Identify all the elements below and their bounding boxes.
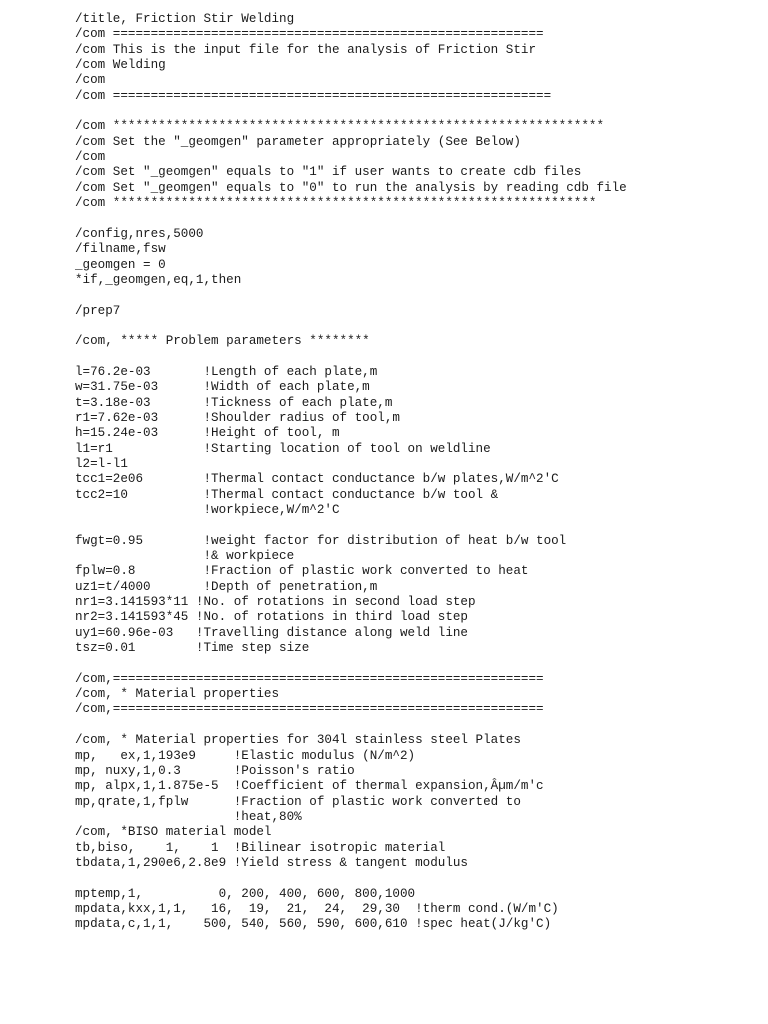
code-line (75, 319, 755, 334)
code-line (75, 104, 755, 119)
code-line: l1=r1 !Starting location of tool on weldline (75, 441, 491, 456)
code-line (75, 871, 755, 886)
code-line (75, 518, 755, 533)
code-line (75, 656, 755, 671)
code-line: tcc1=2e06 !Thermal contact conductance b/w plates,W/m^2'C (75, 472, 559, 487)
code-line: /com Set "_geomgen" equals to "0" to run the analysis by reading cdb file (75, 180, 627, 195)
code-line: mp, ex,1,193e9 !Elastic modulus (N/m^2) (75, 748, 416, 763)
code-line: !heat,80% (75, 809, 302, 824)
code-line: /com **************************************************************** (75, 196, 597, 211)
code-line: /prep7 (75, 303, 121, 318)
code-line: _geomgen = 0 (75, 257, 166, 272)
code-line: /com (75, 150, 106, 165)
code-line: /com, * Material properties for 304l stainless steel Plates (75, 733, 521, 748)
code-line: tb,biso, 1, 1 !Bilinear isotropic material (75, 840, 446, 855)
code-line: mpdata,c,1,1, 500, 540, 560, 590, 600,610 !spec heat(J/kg'C) (75, 917, 552, 932)
code-line: uy1=60.96e-03 !Travelling distance along weld line (75, 625, 468, 640)
code-line: nr1=3.141593*11 !No. of rotations in second load step (75, 595, 476, 610)
code-line: /com, * Material properties (75, 687, 280, 702)
code-line: tsz=0.01 !Time step size (75, 641, 310, 656)
code-line: t=3.18e-03 !Tickness of each plate,m (75, 395, 393, 410)
code-line: !workpiece,W/m^2'C (75, 503, 340, 517)
code-line: /com Set the "_geomgen" parameter appropriately (See Below) (75, 134, 521, 149)
code-line: /config,nres,5000 (75, 226, 204, 241)
code-line: fplw=0.8 !Fraction of plastic work converted to heat (75, 564, 529, 579)
code-line: mptemp,1, 0, 200, 400, 600, 800,1000 (75, 886, 416, 901)
code-line: l2=l-l1 (75, 456, 128, 471)
code-line: tbdata,1,290e6,2.8e9 !Yield stress & tangent modulus (75, 855, 468, 870)
code-line: *if,_geomgen,eq,1,then (75, 272, 242, 287)
code-line: /com ========================================================== (75, 88, 552, 103)
code-line: /com, ***** Problem parameters ******** (75, 334, 370, 349)
code-line: /com, *BISO material model (75, 825, 272, 840)
code-line: fwgt=0.95 !weight factor for distribution of heat b/w tool (75, 533, 567, 548)
code-line: !& workpiece (75, 549, 295, 564)
code-line: mp, alpx,1,1.875e-5 !Coefficient of thermal expansion,Âµm/m'c (75, 779, 544, 794)
code-line (75, 288, 755, 303)
code-line: /com Welding (75, 58, 166, 73)
code-line: r1=7.62e-03 !Shoulder radius of tool,m (75, 410, 400, 425)
code-line: l=76.2e-03 !Length of each plate,m (75, 364, 378, 379)
code-line: /filname,fsw (75, 242, 166, 257)
code-line: w=31.75e-03 !Width of each plate,m (75, 380, 370, 395)
code-line: h=15.24e-03 !Height of tool, m (75, 426, 340, 441)
input-file-listing (75, 12, 755, 933)
code-line (75, 718, 755, 733)
code-line: mpdata,kxx,1,1, 16, 19, 21, 24, 29,30 !therm cond.(W/m'C) (75, 901, 559, 916)
code-line: /com,========================================================= (75, 702, 544, 717)
code-line: /com ***************************************************************** (75, 119, 605, 134)
code-line: /com,========================================================= (75, 671, 544, 686)
code-line: /title, Friction Stir Welding (75, 12, 295, 26)
code-line: uz1=t/4000 !Depth of penetration,m (75, 579, 378, 594)
code-line: /com Set "_geomgen" equals to "1" if user wants to create cdb files (75, 165, 582, 180)
code-line: mp,qrate,1,fplw !Fraction of plastic work converted to (75, 794, 521, 809)
code-line: tcc2=10 !Thermal contact conductance b/w tool & (75, 487, 499, 502)
code-line: /com This is the input file for the analysis of Friction Stir (75, 42, 537, 57)
code-line (75, 350, 755, 365)
code-line: /com (75, 73, 106, 88)
code-line (75, 211, 755, 226)
code-line: nr2=3.141593*45 !No. of rotations in third load step (75, 610, 468, 625)
code-line: mp, nuxy,1,0.3 !Poisson's ratio (75, 763, 355, 778)
code-line: /com ========================================================= (75, 27, 544, 42)
